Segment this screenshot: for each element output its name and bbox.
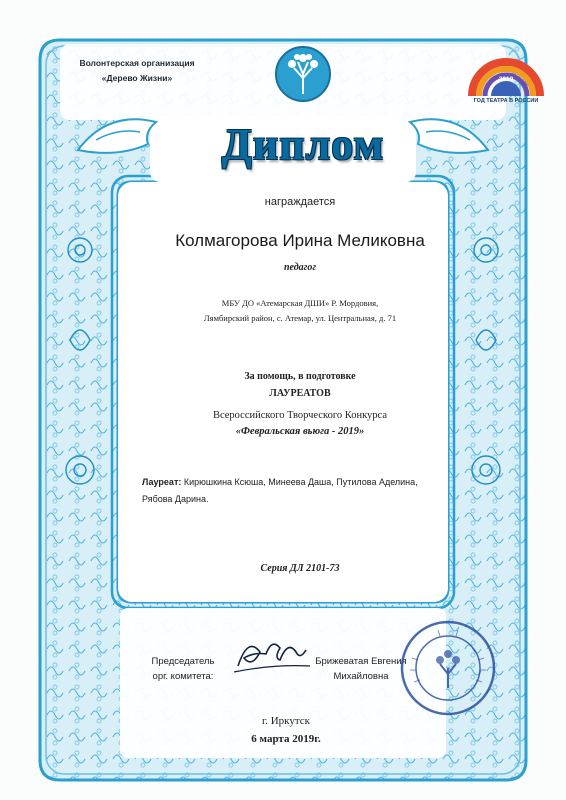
year-of-theatre-logo	[462, 46, 550, 114]
institution-line1: МБУ ДО «Атемарская ДШИ» Р. Мордовия,	[221, 298, 379, 308]
chairman-line1: Председатель	[151, 656, 215, 667]
award-reason	[180, 368, 420, 402]
laureates-line2: Рябова Дарина.	[142, 494, 209, 504]
organization-line1: Волонтерская организация	[79, 58, 195, 68]
contest-line1: Всероссийского Творческого Конкурса	[212, 410, 388, 421]
organization-name	[62, 56, 212, 86]
chairman-line2: орг. комитета:	[152, 671, 214, 682]
laureates-label: Лауреат:	[142, 477, 182, 487]
signer-line1: Брижеватая Евгения	[315, 656, 407, 667]
issue-date: 6 марта 2019г.	[251, 733, 321, 745]
reason-line2: ЛАУРЕАТОВ	[269, 388, 331, 399]
issue-location	[226, 712, 346, 748]
tree-of-life-logo-icon	[270, 44, 336, 104]
recipient-name: Колмагорова Ирина Меликовна	[175, 231, 425, 250]
contest-name	[160, 408, 440, 440]
reason-line1: За помощь, в подготовке	[244, 371, 356, 382]
organization-stamp-icon	[398, 618, 498, 718]
diploma-series: Серия ДЛ 2101-73	[260, 563, 340, 574]
signer-line2: Михайловна	[333, 671, 389, 682]
theatre-arch-icon	[462, 46, 550, 98]
awarded-text: награждается	[264, 196, 336, 208]
year-label: 2019	[498, 76, 514, 83]
year-caption: ГОД ТЕАТРА В РОССИИ	[473, 98, 539, 104]
chairman-label	[128, 654, 238, 684]
institution	[160, 296, 440, 326]
diploma-title: Диплом	[221, 120, 385, 169]
laureates-line1: Кирюшкина Ксюша, Минеева Даша, Путилова Аделина,	[181, 477, 418, 487]
handwritten-signature	[232, 628, 312, 680]
recipient-role: педагог	[283, 262, 317, 273]
laureates-list	[142, 474, 462, 508]
contest-line2: «Февральская вьюга - 2019»	[235, 426, 365, 437]
organization-line2: «Дерево Жизни»	[101, 73, 173, 83]
issue-city: г. Иркутск	[261, 715, 311, 727]
institution-line2: Лямбирский район, с. Атемар, ул. Центральная, д. 71	[203, 313, 397, 323]
